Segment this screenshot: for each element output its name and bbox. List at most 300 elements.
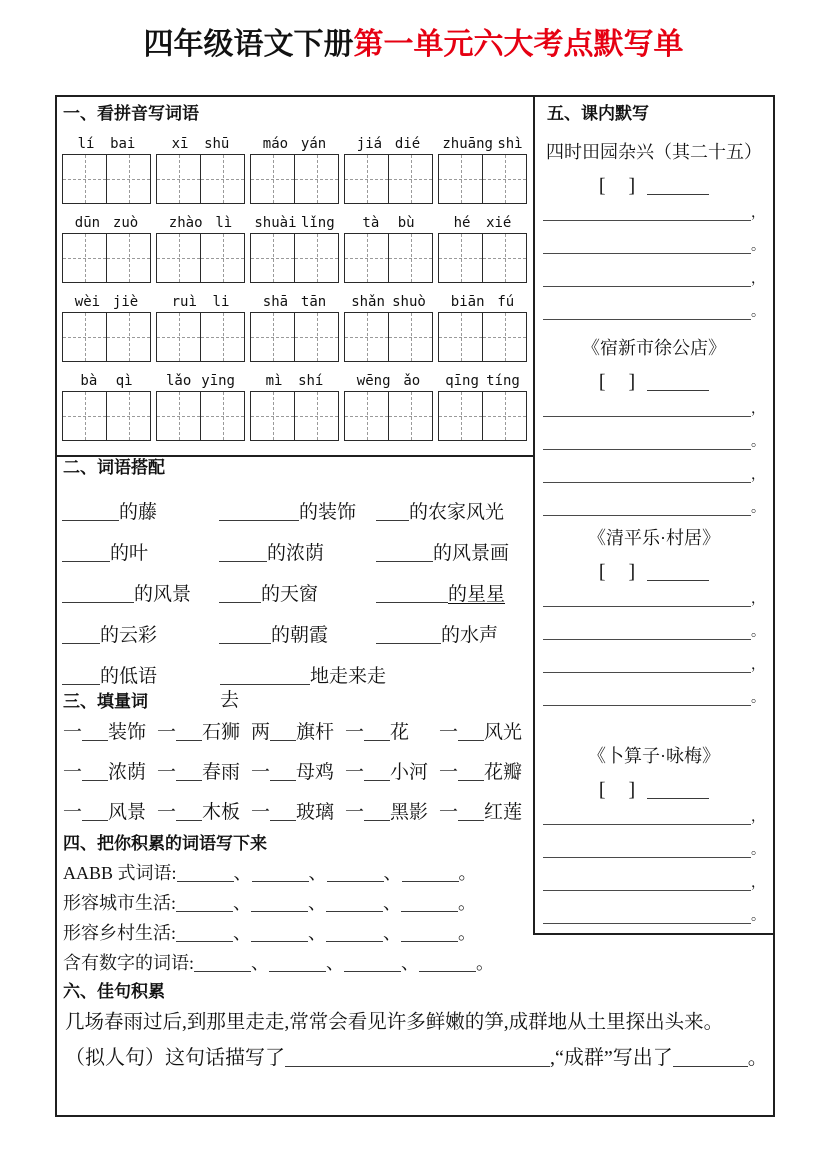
section1-heading: 一、看拼音写词语 [63, 104, 199, 123]
poem-title: 《清平乐·村居》 [588, 528, 720, 548]
pinyin-syllable: fú [497, 294, 515, 310]
pinyin-syllable: shū [204, 136, 230, 152]
writing-cell [345, 234, 388, 282]
collocation-label: 的农家风光 [409, 502, 505, 523]
period: 。 [458, 863, 477, 883]
writing-grid-box [156, 233, 245, 283]
word-accumulation-line [57, 861, 533, 885]
title-unit-part: 第一单元六大考点默写单 [353, 28, 684, 61]
collocation-row [57, 624, 533, 648]
noun: 春雨 [202, 762, 241, 783]
punctuation: ， [751, 206, 765, 221]
writing-grid-box [156, 154, 245, 204]
collocation-row [57, 583, 533, 607]
noun: 花 [390, 722, 410, 743]
pinyin-label [62, 368, 151, 389]
poem-block [541, 527, 767, 706]
collocation-label: 的浓荫 [267, 543, 325, 564]
fill-blank [364, 765, 390, 781]
pinyin-word-group [156, 210, 245, 283]
writing-cell [157, 313, 200, 361]
line-prefix: 形容乡村生活: [63, 923, 177, 943]
pinyin-syllable: jiè [112, 294, 139, 310]
writing-cell [388, 392, 432, 440]
noun: 木板 [202, 802, 241, 823]
fill-blank [194, 956, 251, 972]
fill-blank [376, 546, 433, 562]
pinyin-syllable: shǎn [351, 294, 385, 310]
pinyin-syllable: tān [300, 294, 327, 310]
fill-blank [62, 505, 119, 521]
poem-lines [541, 393, 767, 516]
pinyin-label [250, 131, 339, 152]
writing-cell [200, 392, 244, 440]
pinyin-label [344, 210, 433, 231]
noun: 母鸡 [296, 762, 335, 783]
dynasty-bracket: [ ] [598, 175, 638, 197]
dynasty-bracket: [ ] [598, 779, 638, 801]
noun: 风光 [484, 722, 523, 743]
pinyin-word-group [62, 131, 151, 204]
author-blank [647, 565, 709, 581]
numeral: 一 [439, 722, 459, 743]
writing-cell [482, 155, 526, 203]
numeral: 一 [439, 762, 459, 783]
pinyin-syllable: dūn [74, 215, 101, 231]
collocation-label: 的水声 [441, 625, 499, 646]
writing-cell [251, 234, 294, 282]
collocation-item [376, 624, 533, 648]
fill-blank [219, 628, 271, 644]
collocation-label: 的云彩 [100, 625, 158, 646]
column-divider [533, 97, 535, 933]
pinyin-syllable: lǐng [300, 215, 335, 231]
pinyin-label [344, 131, 433, 152]
measure-word-item [157, 761, 251, 785]
fill-blank [364, 805, 390, 821]
measure-word-row [57, 801, 533, 825]
title-grade-part: 四年级语文下册 [143, 28, 354, 61]
page-title [0, 26, 827, 64]
word-accumulation-line [57, 951, 533, 975]
fill-blank [458, 725, 484, 741]
numeral: 一 [439, 802, 459, 823]
verse-blank [543, 606, 751, 607]
poem-lines [541, 197, 767, 320]
pinyin-syllable: xī [171, 136, 189, 152]
poem-line [541, 867, 767, 891]
fill-blank [376, 587, 448, 603]
fill-blank [270, 725, 296, 741]
noun: 花瓣 [484, 762, 523, 783]
punctuation: ， [751, 272, 765, 287]
writing-cell [294, 155, 338, 203]
poem-author-row [541, 371, 767, 393]
collocation-item [62, 542, 219, 566]
writing-cell [106, 155, 150, 203]
verse-blank [543, 515, 751, 516]
poem-line [541, 682, 767, 706]
writing-cell [157, 234, 200, 282]
collocation-label: 的朝霞 [271, 625, 329, 646]
right-column-dictation [535, 97, 773, 924]
numeral: 一 [63, 762, 83, 783]
writing-cell [294, 392, 338, 440]
verse-blank [543, 705, 751, 706]
separator: 、 [383, 863, 402, 883]
numeral: 一 [157, 722, 177, 743]
pinyin-word-group [156, 368, 245, 441]
writing-cell [439, 392, 482, 440]
fill-blank [219, 505, 299, 521]
line-prefix: 形容城市生活: [63, 893, 177, 913]
measure-word-item [345, 801, 439, 825]
measure-word-item [157, 801, 251, 825]
poem-block [541, 745, 767, 924]
writing-grid-box [438, 391, 527, 441]
writing-cell [106, 234, 150, 282]
writing-cell [251, 155, 294, 203]
line-prefix: 含有数字的词语: [63, 953, 195, 973]
pinyin-row-2 [57, 210, 533, 283]
period: 。 [458, 893, 477, 913]
noun: 风景 [108, 802, 147, 823]
writing-cell [106, 313, 150, 361]
collocation-item [62, 501, 219, 525]
measure-word-item [439, 721, 533, 745]
writing-grid-box [156, 312, 245, 362]
period: 。 [476, 953, 495, 973]
author-blank [647, 179, 709, 195]
pinyin-word-group [438, 289, 527, 362]
pinyin-syllable: ruì [171, 294, 197, 310]
fill-blank [402, 866, 459, 882]
verse-blank [543, 639, 751, 640]
pinyin-word-group [344, 131, 433, 204]
pinyin-syllable: shuài [254, 215, 297, 231]
pinyin-syllable: shuò [392, 294, 426, 310]
writing-cell [63, 155, 106, 203]
writing-cell [63, 392, 106, 440]
fill-blank [401, 896, 458, 912]
dictation-bottom-rule [533, 933, 773, 935]
pinyin-label [250, 289, 339, 310]
writing-cell [251, 313, 294, 361]
pinyin-word-group [62, 368, 151, 441]
noun: 黑影 [390, 802, 429, 823]
writing-cell [157, 155, 200, 203]
poem-title: 四时田园杂兴（其二十五） [546, 142, 762, 162]
measure-word-item [251, 721, 345, 745]
writing-grid-box [250, 391, 339, 441]
collocation-label: 的低语 [100, 666, 158, 687]
writing-cell [106, 392, 150, 440]
pinyin-word-group [438, 368, 527, 441]
writing-cell [439, 313, 482, 361]
poem-title: 《卜算子·咏梅》 [588, 746, 720, 766]
fill-blank [219, 546, 267, 562]
punctuation: ， [751, 658, 765, 673]
punctuation: 。 [751, 501, 765, 516]
collocation-label: 的藤 [119, 502, 158, 523]
measure-word-item [63, 801, 157, 825]
section5-heading: 五、课内默写 [547, 104, 649, 123]
numeral: 一 [251, 802, 271, 823]
example-sentence: 几场春雨过后,到那里走走,常常会看见许多鲜嫩的笋,成群地从土里探出头来。 [65, 1012, 724, 1033]
separator: 、 [233, 863, 252, 883]
noun: 浓荫 [108, 762, 147, 783]
fill-blank [269, 956, 326, 972]
numeral: 一 [157, 802, 177, 823]
verse-blank [543, 416, 751, 417]
writing-cell [294, 313, 338, 361]
verse-blank [543, 857, 751, 858]
left-column [57, 97, 533, 975]
writing-cell [251, 392, 294, 440]
writing-grid-box [344, 391, 433, 441]
numeral: 一 [251, 762, 271, 783]
prompt-end: 。 [747, 1047, 768, 1069]
poem-title: 《宿新市徐公店》 [582, 338, 726, 358]
collocation-label: 的星星 [448, 584, 506, 605]
writing-grid-box [438, 154, 527, 204]
dynasty-bracket: [ ] [598, 561, 638, 583]
measure-word-item [439, 761, 533, 785]
pinyin-word-group [250, 210, 339, 283]
separator: 、 [401, 953, 420, 973]
section3-heading: 三、填量词 [63, 692, 148, 711]
pinyin-label [438, 131, 527, 152]
measure-word-item [63, 721, 157, 745]
writing-grid-box [250, 154, 339, 204]
punctuation: ， [751, 810, 765, 825]
separator: 、 [326, 953, 345, 973]
fill-blank [251, 896, 308, 912]
collocation-label: 的风景 [134, 584, 192, 605]
pinyin-syllable: lí [77, 136, 95, 152]
fill-blank [62, 587, 134, 603]
writing-grid-box [250, 312, 339, 362]
writing-cell [294, 234, 338, 282]
poem-line [541, 900, 767, 924]
dynasty-bracket: [ ] [598, 371, 638, 393]
word-accumulation-line [57, 891, 533, 915]
separator: 、 [308, 893, 327, 913]
pinyin-label [62, 210, 151, 231]
fill-blank [419, 956, 476, 972]
measure-word-item [345, 721, 439, 745]
pinyin-row-3 [57, 289, 533, 362]
separator: 、 [233, 923, 252, 943]
measure-word-item [63, 761, 157, 785]
punctuation: ， [751, 468, 765, 483]
section6-heading: 六、佳句积累 [63, 982, 165, 1001]
pinyin-syllable: qì [115, 373, 133, 389]
writing-cell [482, 392, 526, 440]
fill-blank [376, 505, 409, 521]
poem-line [541, 230, 767, 254]
measure-word-item [157, 721, 251, 745]
separator: 、 [233, 893, 252, 913]
separator: 、 [383, 923, 402, 943]
verse-blank [543, 286, 751, 287]
writing-grid-box [438, 312, 527, 362]
writing-grid-box [62, 154, 151, 204]
pinyin-syllable: hé [453, 215, 471, 231]
numeral: 一 [157, 762, 177, 783]
fill-blank [376, 628, 441, 644]
pinyin-syllable: xié [486, 215, 512, 231]
pinyin-label [250, 210, 339, 231]
poem-line [541, 263, 767, 287]
pinyin-label [438, 289, 527, 310]
writing-cell [482, 234, 526, 282]
fill-blank [401, 926, 458, 942]
pinyin-word-group [438, 210, 527, 283]
fill-blank [62, 628, 100, 644]
collocation-item [376, 542, 533, 566]
poem-line [541, 459, 767, 483]
pinyin-word-group [438, 131, 527, 204]
numeral: 一 [345, 802, 365, 823]
measure-word-item [251, 801, 345, 825]
writing-cell [439, 234, 482, 282]
writing-grid-box [438, 233, 527, 283]
poem-lines [541, 801, 767, 924]
noun: 旗杆 [296, 722, 335, 743]
writing-cell [345, 392, 388, 440]
section4-heading: 四、把你积累的词语写下来 [63, 834, 267, 853]
pinyin-label [62, 289, 151, 310]
pinyin-syllable: shí [298, 373, 324, 389]
poem-block [541, 337, 767, 516]
writing-cell [63, 313, 106, 361]
writing-cell [388, 234, 432, 282]
pinyin-word-group [344, 368, 433, 441]
collocation-row [57, 501, 533, 525]
poem-line [541, 801, 767, 825]
writing-cell [345, 155, 388, 203]
verse-blank [543, 672, 751, 673]
pinyin-label [156, 210, 245, 231]
separator: 、 [383, 893, 402, 913]
author-blank [647, 375, 709, 391]
fill-blank [673, 1051, 748, 1067]
fill-blank [176, 896, 233, 912]
pinyin-label [438, 210, 527, 231]
writing-cell [200, 234, 244, 282]
pinyin-label [62, 131, 151, 152]
pinyin-syllable: shì [497, 136, 523, 152]
pinyin-syllable: dié [394, 136, 421, 152]
pinyin-word-group [62, 210, 151, 283]
pinyin-syllable: ǎo [403, 373, 421, 389]
poem-line [541, 492, 767, 516]
fill-blank [62, 669, 100, 685]
pinyin-label [250, 368, 339, 389]
collocation-item [220, 665, 388, 711]
poem-author-row [541, 175, 767, 197]
collocation-item [62, 583, 219, 607]
verse-blank [543, 253, 751, 254]
writing-grid-box [250, 233, 339, 283]
fill-blank [176, 725, 202, 741]
noun: 红莲 [484, 802, 523, 823]
pinyin-syllable: yán [300, 136, 327, 152]
writing-cell [388, 155, 432, 203]
pinyin-syllable: shā [262, 294, 289, 310]
pinyin-syllable: wēng [356, 373, 391, 389]
collocation-row [57, 542, 533, 566]
prompt-mid: ,“成群”写出了 [550, 1047, 673, 1069]
fill-blank [220, 669, 310, 685]
fill-blank [326, 926, 383, 942]
writing-grid-box [62, 233, 151, 283]
numeral: 两 [251, 722, 271, 743]
collocation-item [62, 624, 219, 648]
pinyin-label [156, 131, 245, 152]
pinyin-row-1 [57, 131, 533, 204]
fill-blank [219, 587, 261, 603]
analysis-prompt [63, 1045, 767, 1071]
pinyin-word-group [250, 289, 339, 362]
author-blank [647, 783, 709, 799]
separator: 、 [308, 863, 327, 883]
punctuation: 。 [751, 239, 765, 254]
poem-block [541, 141, 767, 320]
pinyin-word-group [62, 289, 151, 362]
fill-blank [176, 805, 202, 821]
pinyin-word-group [344, 210, 433, 283]
measure-word-item [439, 801, 533, 825]
writing-cell [345, 313, 388, 361]
pinyin-label [344, 289, 433, 310]
pinyin-syllable: máo [262, 136, 289, 152]
punctuation: 。 [751, 909, 765, 924]
verse-blank [543, 482, 751, 483]
pinyin-syllable: biān [450, 294, 485, 310]
pinyin-syllable: tà [362, 215, 380, 231]
pinyin-label [344, 368, 433, 389]
fill-blank [176, 765, 202, 781]
pinyin-syllable: qīng [445, 373, 479, 389]
pinyin-syllable: lì [215, 215, 233, 231]
pinyin-syllable: bà [80, 373, 98, 389]
collocation-label: 的叶 [110, 543, 149, 564]
writing-grid-box [344, 312, 433, 362]
pinyin-syllable: bai [110, 136, 136, 152]
pinyin-word-group [156, 289, 245, 362]
writing-cell [200, 155, 244, 203]
writing-cell [157, 392, 200, 440]
pinyin-label [156, 368, 245, 389]
writing-grid-box [156, 391, 245, 441]
noun: 装饰 [108, 722, 147, 743]
collocation-item [219, 542, 376, 566]
pinyin-syllable: wèi [74, 294, 101, 310]
fill-blank [252, 866, 309, 882]
pinyin-syllable: zhuāng [442, 136, 493, 152]
punctuation: 。 [751, 305, 765, 320]
collocation-item [376, 501, 533, 525]
measure-word-item [251, 761, 345, 785]
fill-blank [327, 866, 384, 882]
fill-blank [364, 725, 390, 741]
writing-cell [63, 234, 106, 282]
fill-blank [82, 805, 108, 821]
verse-blank [543, 923, 751, 924]
period: 。 [458, 923, 477, 943]
